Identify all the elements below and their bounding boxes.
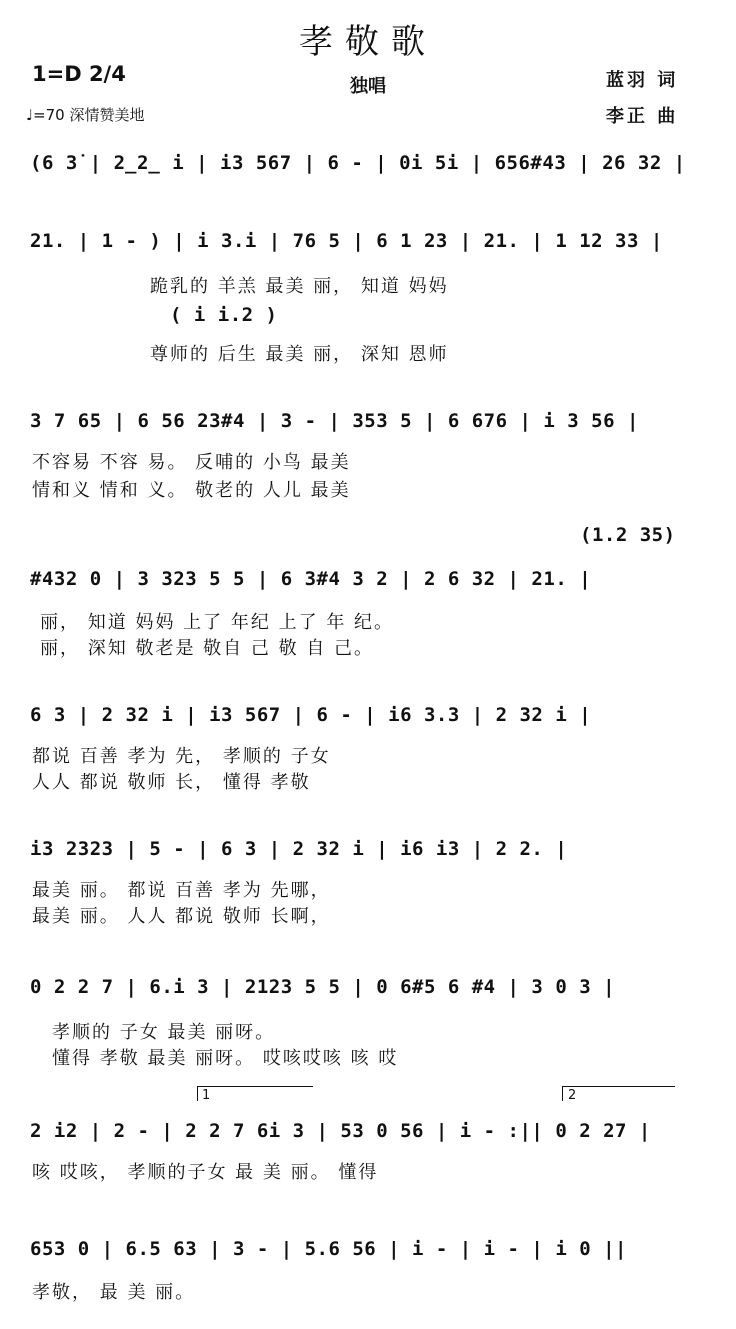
composer-credit: 李正 曲 <box>606 106 679 127</box>
tempo-marking: ♩=70 深情赞美地 <box>26 106 145 124</box>
music-line-6: i3 2323 | 5 - | 6 3 | 2 32 i | i6 i3 | 2 2. | <box>30 838 568 860</box>
lyrics-line-9: 孝敬， 最 美 丽。 <box>32 1282 196 1303</box>
music-line-3: 3 7 65 | 6 56 23#4 | 3 - | 353 5 | 6 676 | i 3 56 | <box>30 410 639 432</box>
music-line-9: 653 0 | 6.5 63 | 3 - | 5.6 56 | i - | i - | i 0 || <box>30 1238 627 1260</box>
ending-2-label: 2 <box>568 1088 577 1103</box>
lyrics-line-2b: 尊师的 后生 最美 丽， 深知 恩师 <box>150 344 449 365</box>
lyrics-line-4b: 丽， 深知 敬老是 敬自 己 敬 自 己。 <box>40 638 375 659</box>
lyrics-line-6b: 最美 丽。 人人 都说 敬师 长啊， <box>32 906 331 927</box>
lyrics-line-4a: 丽， 知道 妈妈 上了 年纪 上了 年 纪。 <box>40 612 395 633</box>
music-line-5: 6 3 | 2 32 i | i3 567 | 6 - | i6 3.3 | 2 32 i | <box>30 704 592 726</box>
intro-bracket: (1.2 35) <box>580 524 676 546</box>
music-line-7: 0 2 2 7 | 6.i 3 | 2123 5 5 | 0 6#5 6 #4 | 3 0 3 | <box>30 976 616 998</box>
lyrics-line-7a: 孝顺的 子女 最美 丽呀。 <box>52 1022 276 1043</box>
song-title: 孝敬歌 <box>299 22 437 62</box>
key-signature: 1=D 2/4 <box>32 62 126 86</box>
lyrics-line-6a: 最美 丽。 都说 百善 孝为 先哪， <box>32 880 331 901</box>
music-line-2: 21. | 1 - ) | i 3.i | 76 5 | 6 1 23 | 21. | 1 12 33 | <box>30 230 663 252</box>
ending-1-bracket <box>197 1086 313 1101</box>
lyrics-line-3a: 不容易 不容 易。 反哺的 小鸟 最美 <box>32 452 351 473</box>
music-line-4: #432 0 | 3 323 5 5 | 6 3#4 3 2 | 2 6 32 | 21. | <box>30 568 592 590</box>
lyricist-credit: 蓝羽 词 <box>606 70 679 91</box>
lyrics-line-8: 咳 哎咳， 孝顺的子女 最 美 丽。 懂得 <box>32 1162 379 1183</box>
song-subtitle: 独唱 <box>350 76 386 97</box>
lyrics-line-3b: 情和义 情和 义。 敬老的 人儿 最美 <box>32 480 351 501</box>
ending-2-bracket <box>562 1086 675 1101</box>
pickup-notes: ( i i.2 ) <box>170 304 278 326</box>
lyrics-line-7b: 懂得 孝敬 最美 丽呀。 哎咳哎咳 咳 哎 <box>52 1048 399 1069</box>
ending-1-label: 1 <box>202 1088 211 1103</box>
music-line-8: 2 i2 | 2 - | 2 2 7 6i 3 | 53 0 56 | i - :|| 0 2 27 | <box>30 1120 651 1142</box>
lyrics-line-2a: 跪乳的 羊羔 最美 丽， 知道 妈妈 <box>150 276 449 297</box>
lyrics-line-5a: 都说 百善 孝为 先， 孝顺的 子女 <box>32 746 331 767</box>
lyrics-line-5b: 人人 都说 敬师 长， 懂得 孝敬 <box>32 772 311 793</box>
music-line-1: (6 3̇ | 2̲2̲ i | i3 567 | 6 - | 0i 5i | 656#43 | 26 32 | <box>30 152 686 174</box>
